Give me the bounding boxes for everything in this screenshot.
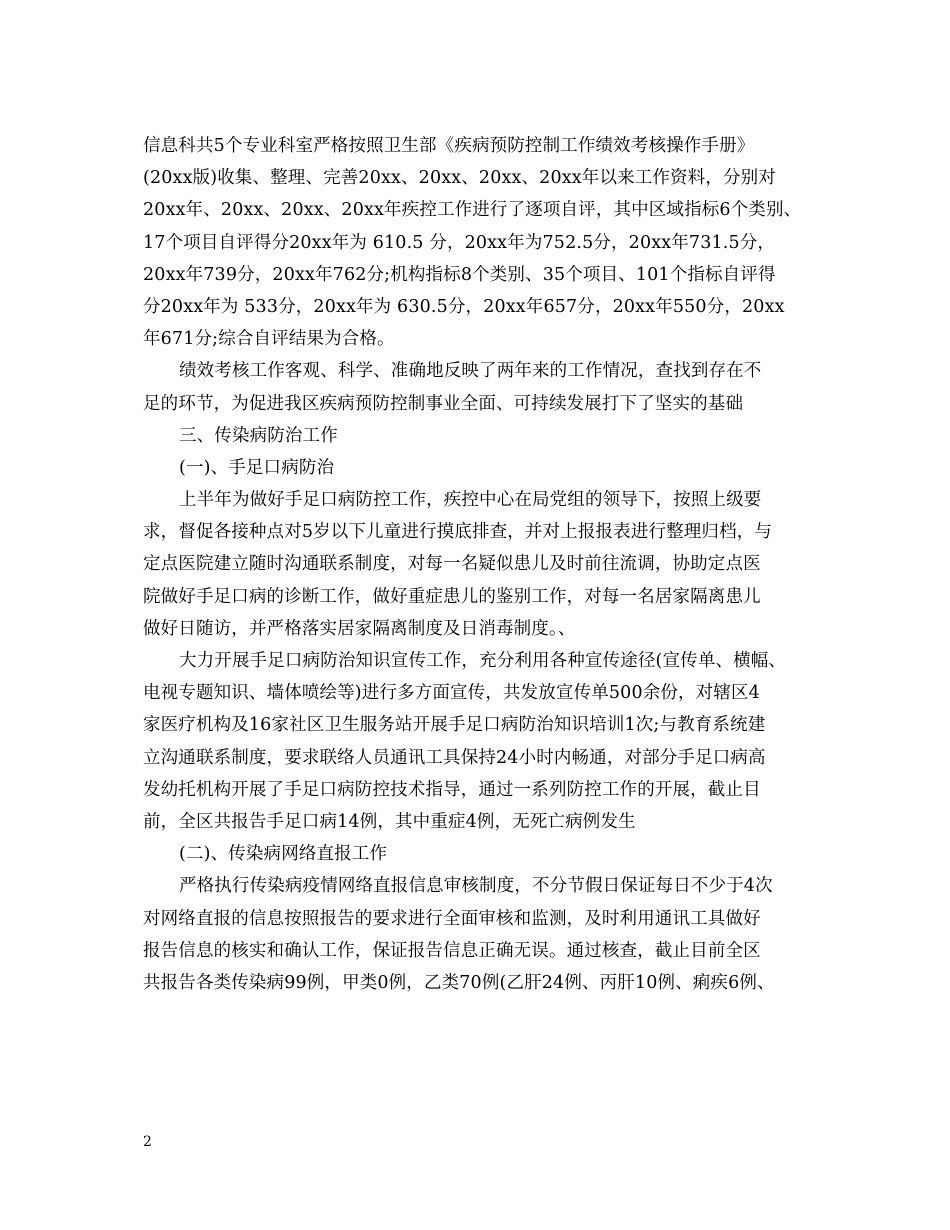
text-line: 分20xx年为 533分，20xx年为 630.5分，20xx年657分，20xx年550分，20xx bbox=[143, 296, 785, 317]
text-line: 严格执行传染病疫情网络直报信息审核制度，不分节假日保证每日不少于4次 bbox=[179, 876, 773, 897]
text-line: 发幼托机构开展了手足口病防控技术指导，通过一系列防控工作的开展，截止目 bbox=[143, 779, 761, 800]
text-line: 求，督促各接种点对5岁以下儿童进行摸底排查，并对上报报表进行整理归档，与 bbox=[143, 522, 773, 543]
text-line: 信息科共5个专业科室严格按照卫生部《疾病预防控制工作绩效考核操作手册》 bbox=[143, 136, 755, 156]
text-line: 17个项目自评得分20xx年为 610.5 分，20xx年为752.5分，20xx年731.5分， bbox=[143, 232, 776, 253]
text-line: 电视专题知识、墙体喷绘等)进行多方面宣传，共发放宣传单500余份，对辖区4 bbox=[143, 683, 760, 704]
text-line: 定点医院建立随时沟通联系制度，对每一名疑似患儿及时前往流调，协助定点医 bbox=[143, 554, 761, 575]
text-line: 20xx年、20xx、20xx、20xx年疾控工作进行了逐项自评，其中区域指标6个类别、 bbox=[143, 200, 802, 221]
section-heading: 三、传染病防治工作 bbox=[179, 425, 338, 446]
text-line: 立沟通联系制度，要求联络人员通讯工具保持24小时内畅通，对部分手足口病高 bbox=[143, 747, 766, 768]
text-line: 前，全区共报告手足口病14例，其中重症4例，无死亡病例发生 bbox=[143, 811, 636, 832]
text-line: 绩效考核工作客观、科学、准确地反映了两年来的工作情况，查找到存在不 bbox=[179, 361, 762, 382]
subsection-heading: (二)、传染病网络直报工作 bbox=[179, 844, 388, 865]
text-line: 做好日随访，并严格落实居家隔离制度及日消毒制度。、 bbox=[143, 618, 576, 639]
text-line: 足的环节，为促进我区疾病预防控制事业全面、可持续发展打下了坚实的基础 bbox=[143, 393, 744, 414]
subsection-heading: (一)、手足口病防治 bbox=[179, 457, 335, 478]
body-text bbox=[143, 130, 833, 999]
text-line: 对网络直报的信息按照报告的要求进行全面审核和监测，及时利用通讯工具做好 bbox=[143, 908, 761, 929]
text-line: 上半年为做好手足口病防控工作，疾控中心在局党组的领导下，按照上级要 bbox=[179, 490, 762, 511]
text-line: 20xx年739分，20xx年762分;机构指标8个类别、35个项目、101个指标自评得 bbox=[143, 264, 776, 285]
text-line: 共报告各类传染病99例，甲类0例，乙类70例(乙肝24例、丙肝10例、痢疾6例、 bbox=[143, 972, 775, 993]
text-line: 院做好手足口病的诊断工作，做好重症患儿的鉴别工作，对每一名居家隔离患儿 bbox=[143, 586, 761, 607]
text-line: 家医疗机构及16家社区卫生服务站开展手足口病防治知识培训1次;与教育系统建 bbox=[143, 715, 766, 736]
page-number: 2 bbox=[143, 1134, 152, 1150]
text-line: (20xx版)收集、整理、完善20xx、20xx、20xx、20xx年以来工作资料，分别对 bbox=[143, 168, 776, 189]
text-line: 报告信息的核实和确认工作，保证报告信息正确无误。通过核查，截止目前全区 bbox=[143, 940, 761, 961]
text-line: 大力开展手足口病防治知识宣传工作，充分利用各种宣传途径(宣传单、横幅、 bbox=[179, 651, 787, 671]
text-line: 年671分;综合自评结果为合格。 bbox=[143, 329, 395, 350]
